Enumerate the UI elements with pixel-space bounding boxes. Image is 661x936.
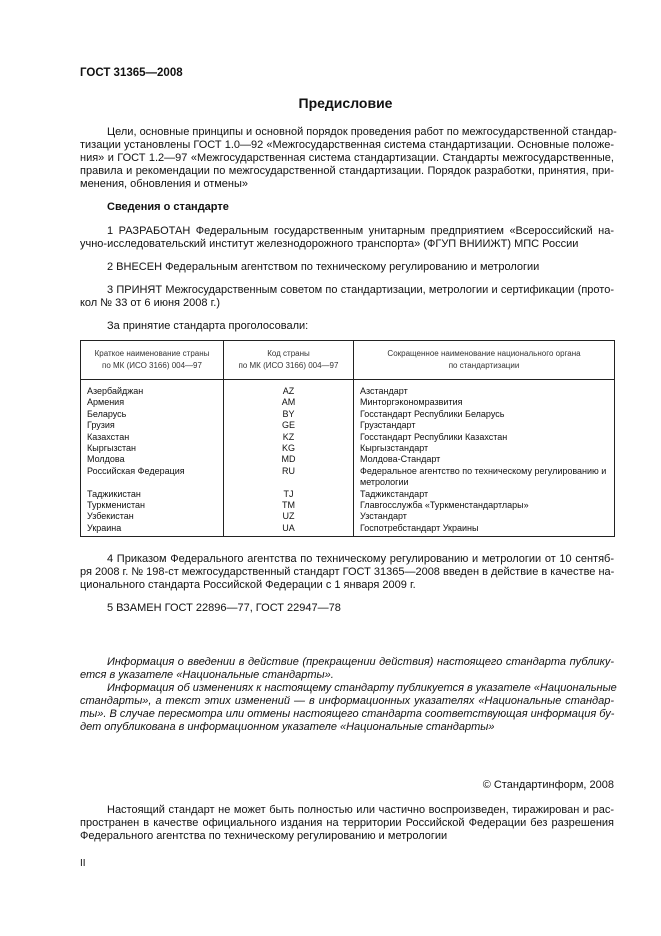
cell-country: Грузия: [81, 420, 224, 431]
info-2: Информация об изменениях к настоящему стандарту публикуется в указателе «Национальные: [107, 682, 617, 695]
table-row: [81, 511, 615, 522]
cell-body: Узстандарт: [354, 511, 615, 522]
cell-country: Российская Федерация: [81, 466, 224, 489]
item-5: 5 ВЗАМЕН ГОСТ 22896—77, ГОСТ 22947—78: [107, 602, 341, 615]
intro-line: менения, обновления и отмены»: [80, 178, 249, 190]
cell-body: Госстандарт Республики Беларусь: [354, 409, 615, 420]
table-row: [81, 432, 615, 443]
intro-line: Цели, основные принципы и основной порядок проведения работ по межгосударственной стандар-: [107, 126, 617, 138]
cell-body: Кыргызстандарт: [354, 443, 615, 454]
document-header: ГОСТ 31365—2008: [80, 67, 183, 79]
info-2: ты». В случае пересмотра или отмены настоящего стандарта соответствующая информация бу-: [80, 708, 615, 721]
table-row: [81, 397, 615, 408]
cell-code: TM: [224, 500, 354, 511]
info-1: ется в указателе «Национальные стандарты».: [80, 669, 334, 682]
cell-body: Таджикстандарт: [354, 489, 615, 500]
info-2: стандарты», а текст этих изменений — в информационных указателях «Национальные стандар-: [80, 695, 614, 708]
cell-country: Кыргызстан: [81, 443, 224, 454]
voted-label: За принятие стандарта проголосовали:: [107, 320, 309, 332]
item-1: 1 РАЗРАБОТАН Федеральным государственным унитарным предприятием «Всероссийский на-: [107, 225, 614, 237]
cell-country: Украина: [81, 523, 224, 537]
notice: Федерального агентства по техническому регулированию и метрологии: [80, 830, 448, 843]
cell-code: UA: [224, 523, 354, 537]
cell-body: Федеральное агентство по техническому регулированию и метрологии: [354, 466, 615, 489]
info-1: Информация о введении в действие (прекращении действия) настоящего стандарта публику-: [107, 656, 614, 669]
item-3: 3 ПРИНЯТ Межгосударственным советом по стандартизации, метрологии и сертификации (прото-: [107, 284, 614, 296]
cell-code: MD: [224, 454, 354, 465]
page-number: II: [80, 858, 86, 870]
notice: Настоящий стандарт не может быть полностью или частично воспроизведен, тиражирован и рас-: [107, 804, 614, 817]
voting-table: [80, 340, 615, 537]
col-header-code: Код страны по МК (ИСО 3166) 004—97: [224, 341, 354, 380]
item-3: кол № 33 от 6 июня 2008 г.): [80, 297, 220, 309]
table-row: [81, 500, 615, 511]
cell-code: KZ: [224, 432, 354, 443]
cell-country: Таджикистан: [81, 489, 224, 500]
cell-code: KG: [224, 443, 354, 454]
item-4: 4 Приказом Федерального агентства по техническому регулированию и метрологии от 10 сентяб-: [107, 553, 614, 566]
page-title: Предисловие: [298, 95, 393, 111]
cell-country: Азербайджан: [81, 380, 224, 398]
table-row: [81, 420, 615, 431]
table-row: [81, 443, 615, 454]
cell-code: AZ: [224, 380, 354, 398]
table-row: [81, 466, 615, 489]
item-2: 2 ВНЕСЕН Федеральным агентством по техническому регулированию и метрологии: [107, 261, 540, 273]
document-page: [80, 0, 617, 870]
cell-body: Госпотребстандарт Украины: [354, 523, 615, 537]
table-row: [81, 409, 615, 420]
cell-body: Госстандарт Республики Казахстан: [354, 432, 615, 443]
cell-country: Узбекистан: [81, 511, 224, 522]
table-row: [81, 523, 615, 537]
cell-country: Казахстан: [81, 432, 224, 443]
table-row: [81, 489, 615, 500]
intro-line: тизации установлены ГОСТ 1.0—92 «Межгосударственная система стандартизации. Основные положе-: [80, 139, 614, 151]
cell-country: Беларусь: [81, 409, 224, 420]
cell-body: Азстандарт: [354, 380, 615, 398]
cell-body: Молдова-Стандарт: [354, 454, 615, 465]
col-header-body: Сокращенное наименование национального органа по стандартизации: [354, 341, 615, 380]
cell-code: GE: [224, 420, 354, 431]
cell-country: Молдова: [81, 454, 224, 465]
info-2: дет опубликована в информационном указателе «Национальные стандарты»: [80, 721, 495, 734]
cell-body: Минторгэкономразвития: [354, 397, 615, 408]
table-row: [81, 454, 615, 465]
cell-body: Главгосслужба «Туркменстандартлары»: [354, 500, 615, 511]
copyright: © Стандартинформ, 2008: [482, 779, 614, 792]
cell-code: TJ: [224, 489, 354, 500]
cell-code: BY: [224, 409, 354, 420]
cell-country: Туркменистан: [81, 500, 224, 511]
col-header-country: Краткое наименование страны по МК (ИСО 3166) 004—97: [81, 341, 224, 380]
cell-country: Армения: [81, 397, 224, 408]
intro-line: правила и рекомендации по межгосударственной стандартизации. Порядок разработки, принятия, при-: [80, 165, 614, 177]
section-heading: Сведения о стандарте: [107, 201, 229, 213]
cell-code: UZ: [224, 511, 354, 522]
cell-code: AM: [224, 397, 354, 408]
item-4: ционального стандарта Российской Федерации с 1 января 2009 г.: [80, 579, 416, 592]
item-1: учно-исследовательский институт железнодорожного транспорта» (ФГУП ВНИИЖТ) МПС России: [80, 238, 579, 250]
item-4: ря 2008 г. № 198-ст межгосударственный стандарт ГОСТ 31365—2008 введен в действие в качестве на-: [80, 566, 615, 579]
intro-line: ния» и ГОСТ 1.2—97 «Межгосударственная система стандартизации. Стандарты межгосударственные,: [80, 152, 614, 164]
table-row: [81, 380, 615, 398]
cell-body: Грузстандарт: [354, 420, 615, 431]
cell-code: RU: [224, 466, 354, 489]
notice: пространен в качестве официального издания на территории Российской Федерации без разрешения: [80, 817, 614, 830]
